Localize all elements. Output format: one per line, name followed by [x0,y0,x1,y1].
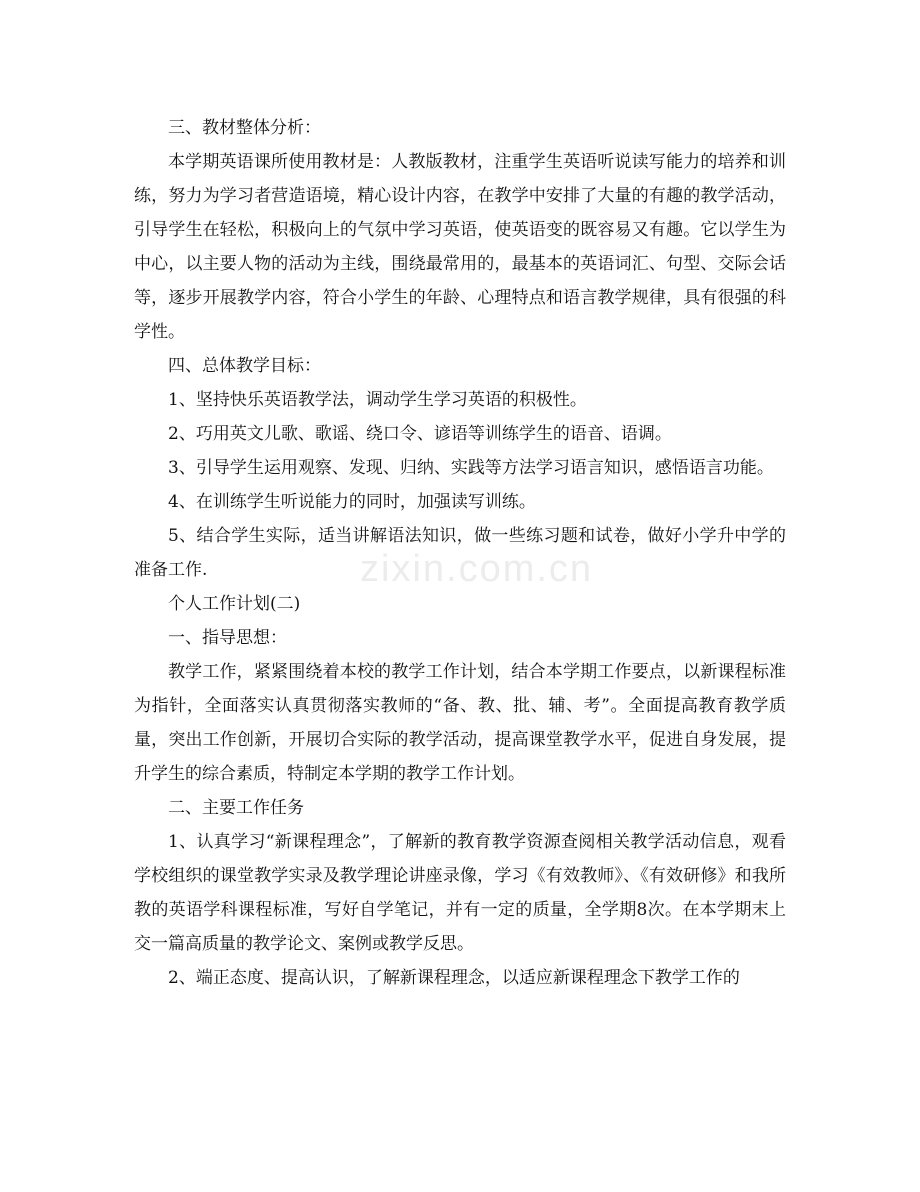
goal-item-2: 2、巧用英文儿歌、歌谣、绕口令、谚语等训练学生的语音、语调。 [168,424,672,444]
paragraph-textbook-analysis: 本学期英语课所使用教材是：人教版教材，注重学生英语听说读写能力的培养和训练，努力为学习者营造语境，精心设计内容，在教学中安排了大量的有趣的教学活动，引导学生在轻松，积极向上的气氛中学习英语，使英语变的既容易又有趣。它以学生为中心，以主要人物的活动为主线，围绕最常用的，最基本的英语词汇、句型、交际会话等，逐步开展教学内容，符合小学生的年龄、心理特点和语言教学规律，具有很强的科学性。 [134,152,786,342]
goal-item-4: 4、在训练学生听说能力的同时，加强读写训练。 [168,492,536,512]
section-heading-main-tasks: 二、主要工作任务 [168,798,304,818]
section-heading-teaching-goals: 四、总体教学目标： [168,356,321,376]
section-heading-textbook-analysis: 三、教材整体分析： [168,118,321,138]
document-body [134,111,786,995]
section-heading-guiding-thought: 一、指导思想： [168,628,287,648]
paragraph-guiding-thought: 教学工作，紧紧围绕着本校的教学工作计划，结合本学期工作要点，以新课程标准为指针，全面落实认真贯彻落实教师的“备、教、批、辅、考”。全面提高教育教学质量，突出工作创新，开展切合实际的教学活动，提高课堂教学水平，促进自身发展，提升学生的综合素质，特制定本学期的教学工作计划。 [134,662,786,784]
task-item-2: 2、端正态度、提高认识，了解新课程理念，以适应新课程理念下教学工作的 [168,968,740,988]
document-subtitle: 个人工作计划(二) [168,594,301,614]
goal-item-1: 1、坚持快乐英语教学法，调动学生学习英语的积极性。 [168,390,587,410]
task-item-1: 1、认真学习“新课程理念”，了解新的教育教学资源查阅相关教学活动信息，观看学校组织的课堂教学实录及教学理论讲座录像，学习《有效教师》、《有效研修》和我所教的英语学科课程标准，写好自学笔记，并有一定的质量，全学期8次。在本学期末上交一篇高质量的教学论文、案例或教学反思。 [134,832,786,954]
goal-item-3: 3、引导学生运用观察、发现、归纳、实践等方法学习语言知识，感悟语言功能。 [168,458,774,478]
watermark: zixin.com.cn [360,548,594,590]
goal-item-5: 5、结合学生实际，适当讲解语法知识，做一些练习题和试卷，做好小学升中学的准备工作. [134,526,786,580]
